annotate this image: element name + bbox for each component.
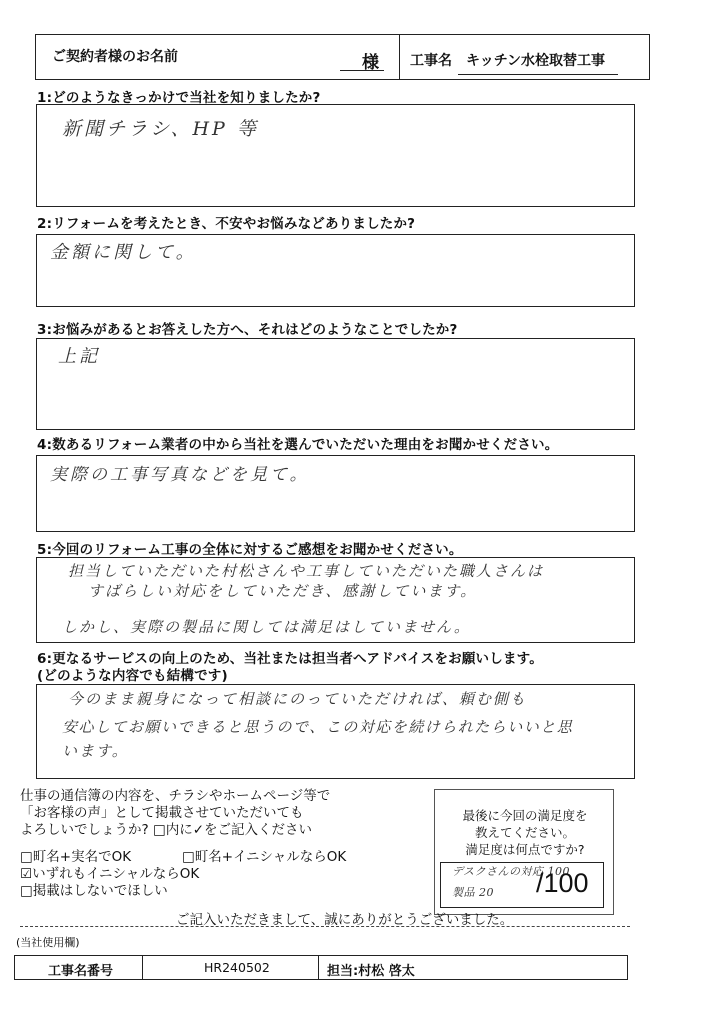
question-5-answer-line-1: 担当していただいた村松さんや工事していただいた職人さんは bbox=[68, 562, 545, 580]
work-number-value: HR240502 bbox=[204, 960, 270, 975]
question-6-answer-line-2: 安心してお願いできると思うので、この対応を続けられたらいいと思 bbox=[62, 718, 574, 736]
satisfaction-prompt-line-2: 教えてください。 bbox=[474, 825, 575, 840]
question-3-label: 3:お悩みがあるとお答えした方へ、それはどのようなことでしたか? bbox=[37, 322, 458, 338]
satisfaction-prompt-line-3: 満足度は何点ですか? bbox=[465, 842, 585, 857]
dashed-divider bbox=[20, 926, 630, 927]
question-6-answer-line-1: 今のまま親身になって相談にのっていただければ、頼む側も bbox=[68, 690, 527, 708]
office-divider-2 bbox=[318, 955, 319, 980]
question-6-sublabel: (どのような内容でも結構です) bbox=[37, 668, 228, 684]
consent-option-3[interactable]: ☑いずれもイニシャルならOK bbox=[20, 866, 200, 882]
work-name-underline bbox=[458, 74, 618, 75]
consent-text-line-2: 「お客様の声」として掲載させていただいても bbox=[20, 805, 304, 821]
question-5-answer-line-3: しかし、実際の製品に関しては満足はしていません。 bbox=[62, 618, 471, 636]
question-3-answer-box bbox=[36, 338, 635, 430]
question-6-label: 6:更なるサービスの向上のため、当社または担当者へアドバイスをお願いします。 bbox=[37, 651, 543, 667]
satisfaction-note-product: 製品 20 bbox=[452, 886, 494, 899]
thanks-message: ご記入いただきまして、誠にありがとうございました。 bbox=[176, 912, 514, 928]
honorific: 様 bbox=[362, 53, 379, 73]
work-name-label: 工事名 bbox=[410, 53, 452, 69]
work-number-label: 工事名番号 bbox=[48, 964, 114, 979]
consent-option-2[interactable]: □町名+イニシャルならOK bbox=[182, 849, 347, 865]
consent-option-4[interactable]: □掲載はしないでほしい bbox=[20, 883, 168, 899]
satisfaction-prompt-line-1: 最後に今回の満足度を bbox=[462, 808, 588, 823]
question-5-label: 5:今回のリフォーム工事の全体に対するご感想をお聞かせください。 bbox=[37, 542, 463, 558]
consent-option-1[interactable]: □町名+実名でOK bbox=[20, 849, 132, 865]
question-4-answer: 実際の工事写真などを見て。 bbox=[50, 465, 310, 485]
question-2-answer: 金額に関して。 bbox=[50, 242, 197, 263]
office-use-label: (当社使用欄) bbox=[16, 936, 80, 949]
question-1-answer: 新聞チラシ、HP 等 bbox=[62, 118, 259, 140]
office-divider-1 bbox=[142, 955, 143, 980]
header-divider bbox=[399, 34, 400, 80]
question-5-answer-line-2: すばらしい対応をしていただき、感謝しています。 bbox=[88, 582, 478, 600]
consent-text-line-1: 仕事の通信簿の内容を、チラシやホームページ等で bbox=[20, 788, 331, 804]
question-2-label: 2:リフォームを考えたとき、不安やお悩みなどありましたか? bbox=[37, 216, 416, 232]
question-1-label: 1:どのようなきっかけで当社を知りましたか? bbox=[37, 90, 321, 106]
work-name-value: キッチン水栓取替工事 bbox=[466, 53, 606, 69]
consent-text-line-3: よろしいでしょうか? □内に✓をご記入ください bbox=[20, 822, 313, 838]
question-3-answer: 上記 bbox=[58, 346, 100, 367]
score-suffix: /100 bbox=[536, 868, 589, 898]
staff-name: 担当:村松 啓太 bbox=[327, 964, 415, 979]
satisfaction-note-desk: デスクさんの対応 100 bbox=[452, 865, 571, 878]
question-6-answer-line-3: います。 bbox=[62, 742, 129, 760]
customer-name-label: ご契約者様のお名前 bbox=[52, 49, 178, 65]
question-4-label: 4:数あるリフォーム業者の中から当社を選んでいただいた理由をお聞かせください。 bbox=[37, 437, 559, 453]
